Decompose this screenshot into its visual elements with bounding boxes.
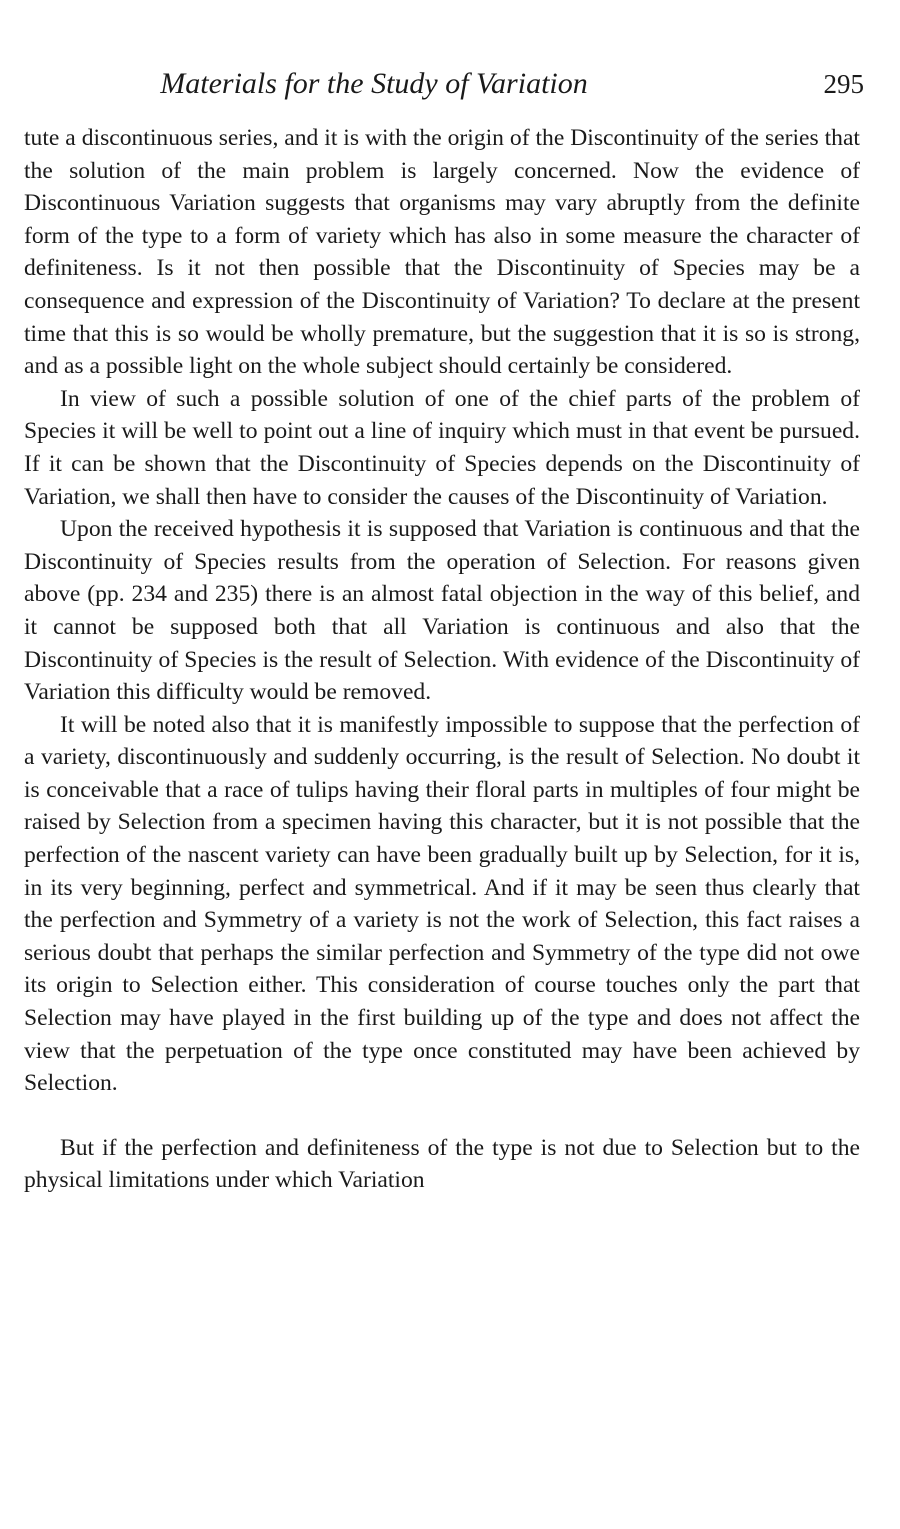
- paragraph: But if the perfection and definiteness of the type is not due to Selection but to the physical limitations under which Variation: [24, 1134, 860, 1194]
- paragraph: In view of such a possible solution of one of the chief parts of the problem of Species it will be well to point out a line of inquiry which must in that event be pursued. If it can be shown that the Discontinuity of Species depends on the Discontinuity of Variation, we shall then have to consider the causes of the Discontinuity of Variation.: [24, 385, 860, 510]
- paragraph: Upon the received hypothesis it is supposed that Variation is continuous and that the Discontinuity of Species results from the operation of Selection. For reasons given above (pp. 234 and 235) there is an almost fatal objection in the way of this belief, and it cannot be supposed both that all Variation is continuous and also that the Discontinuity of Species is the result of Selection. With evidence of the Discontinuity of Variation this difficulty would be removed.: [24, 516, 860, 706]
- paragraph: It will be noted also that it is manifestly impossible to suppose that the perfection of a variety, discontinuously and suddenly occurring, is the result of Selection. No doubt it is conceivable that a race of tulips having their floral parts in multiples of four might be raised by Selection from a specimen having this character, but it is not possible that the perfection of the nascent variety can have been gradually built up by Selection, for it is, in its very beginning, perfect and symmetrical. And if it may be seen thus clearly that the perfection and Symmetry of a variety is not the work of Selection, this fact raises a serious doubt that perhaps the similar perfection and Symmetry of the type did not owe its origin to Selection either. This consideration of course touches only the part that Selection may have played in the first building up of the type and does not affect the view that the perpetuation of the type once constituted may have been achieved by Selection.: [24, 711, 860, 1097]
- running-head: [24, 62, 864, 106]
- running-title: Materials for the Study of Variation: [160, 67, 588, 100]
- body-text: [24, 122, 860, 1197]
- page-number: 295: [823, 69, 864, 99]
- paragraph-continued: tute a discontinuous series, and it is with the origin of the Discontinuity of the series that the solution of the main problem is largely concerned. Now the evidence of Discontinuous Variation suggests that organisms may vary abruptly from the definite form of the type to a form of variety which has also in some measure the character of definiteness. Is it not then possible that the Discontinuity of Species may be a consequence and expression of the Discontinuity of Variation? To declare at the present time that this is so would be wholly premature, but the suggestion that it is so is strong, and as a possible light on the whole subject should certainly be considered.: [24, 125, 860, 380]
